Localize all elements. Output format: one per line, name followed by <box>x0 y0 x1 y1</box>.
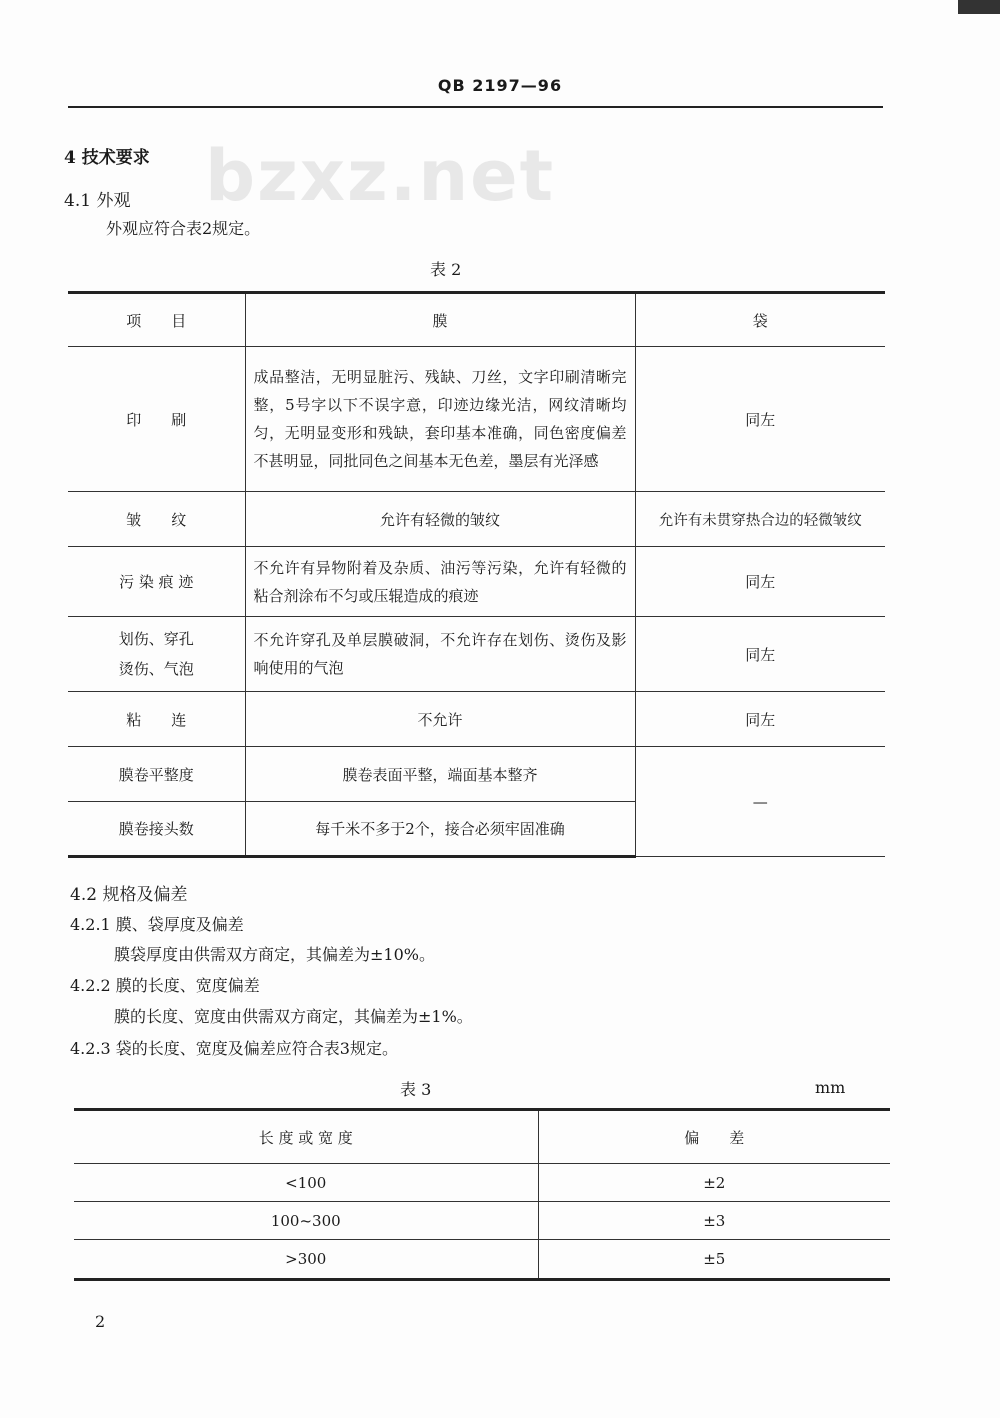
table-row <box>74 1240 890 1280</box>
table-row <box>74 1202 890 1240</box>
bag-requirement: 同左 <box>635 347 885 492</box>
table-row <box>68 692 885 747</box>
header-item: 项 目 <box>68 293 245 347</box>
film-requirement: 每千米不多于2个，接合必须牢固准确 <box>245 802 635 857</box>
section-4-2-1-text: 膜袋厚度由供需双方商定，其偏差为±10%。 <box>114 945 435 964</box>
standard-header: QB 2197—96 <box>437 76 563 95</box>
tolerance: ±5 <box>538 1240 890 1280</box>
row-label: 印 刷 <box>68 347 245 492</box>
tolerance: ±2 <box>538 1164 890 1202</box>
page-number: 2 <box>95 1312 106 1331</box>
row-label: 粘 连 <box>68 692 245 747</box>
header-bag: 袋 <box>635 293 885 347</box>
bag-requirement: 同左 <box>635 617 885 692</box>
bag-requirement: 同左 <box>635 692 885 747</box>
row-label: 划伤、穿孔 烫伤、气泡 <box>68 617 245 692</box>
film-requirement: 膜卷表面平整，端面基本整齐 <box>245 747 635 802</box>
section-4-2-heading: 4.2 规格及偏差 <box>70 885 188 905</box>
dimension: >300 <box>74 1240 538 1280</box>
table-header-row <box>74 1110 890 1164</box>
table-row <box>68 347 885 492</box>
header-tolerance: 偏 差 <box>538 1110 890 1164</box>
section-4-2-2-text: 膜的长度、宽度由供需双方商定，其偏差为±1%。 <box>114 1007 473 1026</box>
row-label: 膜卷平整度 <box>68 747 245 802</box>
table-3-unit: mm <box>815 1078 846 1097</box>
dimension: <100 <box>74 1164 538 1202</box>
film-requirement: 不允许有异物附着及杂质、油污等污染，允许有轻微的粘合剂涂布不匀或压辊造成的痕迹 <box>245 547 635 617</box>
row-label: 膜卷接头数 <box>68 802 245 857</box>
header-dimension: 长 度 或 宽 度 <box>74 1110 538 1164</box>
bag-requirement: 允许有未贯穿热合边的轻微皱纹 <box>635 492 885 547</box>
bag-requirement: — <box>635 747 885 857</box>
tolerance: ±3 <box>538 1202 890 1240</box>
header-rule <box>68 106 883 108</box>
section-4-1-heading: 4.1 外观 <box>64 191 131 211</box>
table-row <box>68 617 885 692</box>
table-header-row <box>68 293 885 347</box>
film-requirement: 不允许穿孔及单层膜破洞，不允许存在划伤、烫伤及影响使用的气泡 <box>245 617 635 692</box>
dimension: 100~300 <box>74 1202 538 1240</box>
table-2-caption: 表 2 <box>430 260 462 279</box>
table-row <box>68 547 885 617</box>
bag-requirement: 同左 <box>635 547 885 617</box>
section-4-2-2-heading: 4.2.2 膜的长度、宽度偏差 <box>70 976 260 995</box>
table-2 <box>68 291 885 858</box>
section-4-heading: 4 技术要求 <box>64 148 150 168</box>
table-3-caption: 表 3 <box>400 1080 432 1099</box>
row-label: 污 染 痕 迹 <box>68 547 245 617</box>
scan-edge <box>958 0 1000 14</box>
section-4-2-3-heading: 4.2.3 袋的长度、宽度及偏差应符合表3规定。 <box>70 1039 398 1058</box>
film-requirement: 不允许 <box>245 692 635 747</box>
row-label: 皱 纹 <box>68 492 245 547</box>
table-row <box>74 1164 890 1202</box>
section-4-1-text: 外观应符合表2规定。 <box>106 219 261 238</box>
watermark: bzxz.net <box>205 135 556 217</box>
table-row <box>68 492 885 547</box>
table-row <box>68 747 885 802</box>
film-requirement: 允许有轻微的皱纹 <box>245 492 635 547</box>
table-3 <box>74 1108 890 1281</box>
film-requirement: 成品整洁，无明显脏污、残缺、刀丝，文字印刷清晰完整，5号字以下不误字意，印迹边缘光洁，网纹清晰均匀，无明显变形和残缺，套印基本准确，同色密度偏差不甚明显，同批同色之间基本无色差，墨层有光泽感 <box>245 347 635 492</box>
section-4-2-1-heading: 4.2.1 膜、袋厚度及偏差 <box>70 915 244 934</box>
header-film: 膜 <box>245 293 635 347</box>
